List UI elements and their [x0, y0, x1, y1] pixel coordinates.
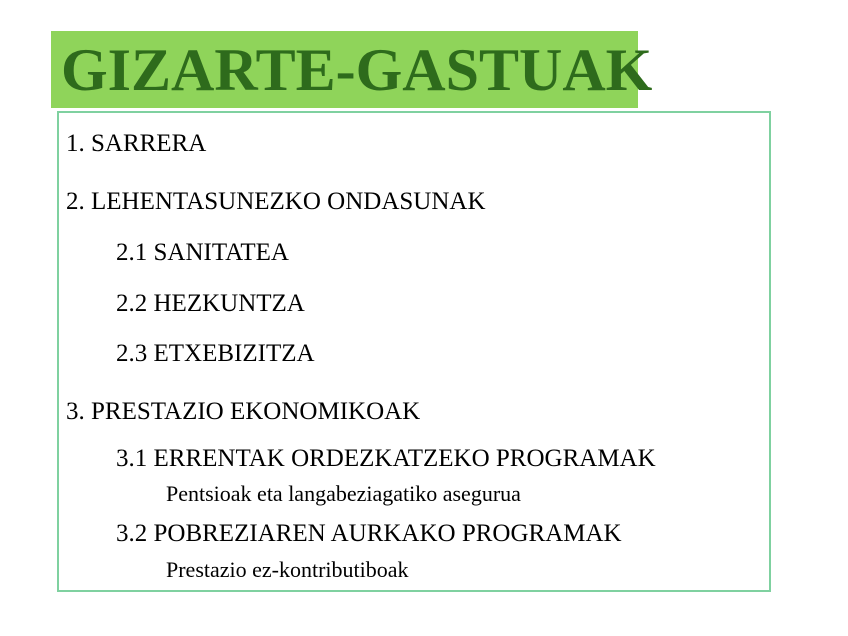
outline-item-2-3: 2.3 ETXEBIZITZA — [116, 340, 315, 367]
outline-item-2-1: 2.1 SANITATEA — [116, 239, 289, 266]
slide-title: GIZARTE-GASTUAK — [61, 37, 653, 103]
outline-item-3: 3. PRESTAZIO EKONOMIKOAK — [66, 398, 421, 425]
outline-item-1: 1. SARRERA — [66, 130, 207, 157]
outline-item-3-2-note: Prestazio ez-kontributiboak — [166, 557, 409, 582]
outline-item-2: 2. LEHENTASUNEZKO ONDASUNAK — [66, 188, 486, 215]
outline-item-2-2: 2.2 HEZKUNTZA — [116, 290, 305, 317]
outline-item-3-2: 3.2 POBREZIAREN AURKAKO PROGRAMAK — [116, 520, 622, 547]
outline-item-3-1: 3.1 ERRENTAK ORDEZKATZEKO PROGRAMAK — [116, 445, 656, 472]
outline-item-3-1-note: Pentsioak eta langabeziagatiko asegurua — [166, 481, 521, 506]
